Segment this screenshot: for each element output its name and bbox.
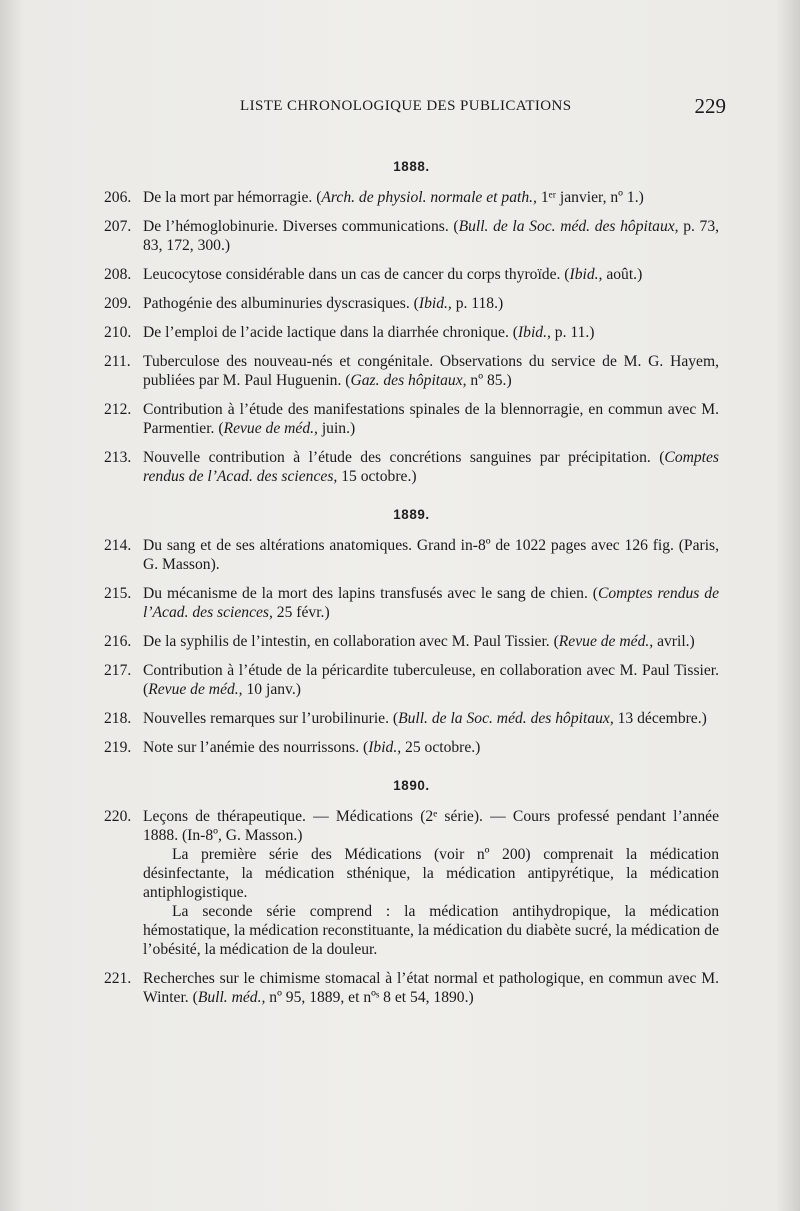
publication-entry [104, 217, 719, 255]
text-segment: juin.) [317, 420, 356, 437]
text-segment: Nouvelles remarques sur l’urobilinurie. ( [143, 710, 399, 727]
entry-citation [143, 352, 719, 390]
text-segment: Leçons de thérapeutique. — Médications (2ᵉ série). — Cours professé pendant l’année 1888. (In-8º, G. Masson.) [143, 808, 719, 844]
text-segment: Contribution à l’étude des manifestations spinales de la blennorragie, en commun avec M. Parmentier. ( [143, 401, 719, 437]
text-segment: nº 85.) [466, 372, 512, 389]
text-segment: 15 octobre.) [337, 468, 417, 485]
entry-text [143, 188, 719, 207]
journal-title: Comptes rendus de l’Acad. des sciences, [143, 449, 719, 485]
entry-text [143, 400, 719, 438]
publication-entry [104, 536, 719, 574]
entry-number: 212. [104, 401, 132, 418]
text-segment: avril.) [653, 633, 695, 650]
journal-title: Bull. de la Soc. méd. des hôpitaux, [398, 710, 614, 727]
page-number: 229 [694, 94, 726, 118]
text-segment: Note sur l’anémie des nourrissons. ( [143, 739, 369, 756]
entry-text [143, 584, 719, 622]
text-segment: août.) [602, 266, 643, 283]
text-segment: 25 févr.) [272, 604, 330, 621]
entry-citation [143, 807, 719, 845]
entry-citation [143, 188, 719, 207]
entry-citation [143, 969, 719, 1007]
publication-entry [104, 709, 719, 728]
year-heading: 1888. [393, 159, 430, 174]
entry-number: 220. [104, 808, 132, 825]
text-segment: De l’emploi de l’acide lactique dans la diarrhée chronique. ( [143, 324, 518, 341]
text-segment: p. 73, 83, 172, 300.) [143, 218, 720, 254]
text-segment: 25 octobre.) [401, 739, 481, 756]
publication-entry [104, 632, 719, 651]
page-header [130, 96, 726, 126]
publication-entry [104, 661, 719, 699]
entry-citation [143, 661, 719, 699]
publication-entry [104, 448, 719, 486]
entry-number: 207. [104, 218, 132, 235]
text-segment: De la mort par hémorragie. ( [143, 189, 322, 206]
entry-number: 213. [104, 449, 132, 466]
text-segment: nº 95, 1889, et nºˢ 8 et 54, 1890.) [265, 989, 474, 1006]
text-segment: 13 décembre.) [613, 710, 707, 727]
text-segment: Contribution à l’étude de la péricardite tuberculeuse, en collaboration avec M. Paul Tissier. ( [143, 662, 719, 698]
entry-number: 211. [104, 353, 131, 370]
entry-number: 206. [104, 189, 132, 206]
journal-title: Ibid., [517, 324, 551, 341]
entry-text [143, 661, 719, 699]
journal-title: Ibid., [569, 266, 603, 283]
entry-text [143, 294, 719, 313]
entry-text [143, 807, 719, 959]
entry-number: 219. [104, 739, 132, 756]
entry-text [143, 738, 719, 757]
entry-citation [143, 217, 719, 255]
entry-number: 217. [104, 662, 132, 679]
text-segment: Recherches sur le chimisme stomacal à l’état normal et pathologique, en commun avec M. Winter. ( [143, 970, 719, 1006]
entry-citation [143, 294, 719, 313]
journal-title: Ibid., [368, 739, 402, 756]
entry-number: 208. [104, 266, 132, 283]
journal-title: Gaz. des hôpitaux, [350, 372, 467, 389]
entry-number: 216. [104, 633, 132, 650]
publication-entry [104, 294, 719, 313]
journal-title: Ibid., [418, 295, 452, 312]
journal-title: Bull. méd., [197, 989, 266, 1006]
text-segment: Tuberculose des nouveau-nés et congénitale. Observations du service de M. G. Hayem, publiées par M. Paul Huguenin. ( [143, 353, 719, 389]
entry-text [143, 969, 719, 1007]
entry-number: 221. [104, 970, 132, 987]
entry-number: 215. [104, 585, 132, 602]
text-segment: De la syphilis de l’intestin, en collaboration avec M. Paul Tissier. ( [143, 633, 559, 650]
entry-citation [143, 323, 719, 342]
publication-entry [104, 807, 719, 959]
entry-citation [143, 400, 719, 438]
journal-title: Revue de méd., [223, 420, 318, 437]
publication-entry [104, 738, 719, 757]
entry-text [143, 217, 719, 255]
text-segment: Pathogénie des albuminuries dyscrasiques. ( [143, 295, 419, 312]
publication-entry [104, 969, 719, 1007]
text-segment: p. 11.) [550, 324, 595, 341]
year-heading: 1889. [393, 507, 430, 522]
entry-citation [143, 709, 719, 728]
text-segment: p. 118.) [451, 295, 504, 312]
entry-citation [143, 265, 719, 284]
journal-title: Bull. de la Soc. méd. des hôpitaux, [458, 218, 679, 235]
year-heading: 1890. [393, 778, 430, 793]
entry-text [143, 709, 719, 728]
text-segment: 1ᵉʳ janvier, nº 1.) [536, 189, 644, 206]
text-segment: Du mécanisme de la mort des lapins transfusés avec le sang de chien. ( [143, 585, 598, 602]
text-segment: De l’hémoglobinurie. Diverses communications. ( [143, 218, 459, 235]
entry-citation [143, 536, 719, 574]
entry-text [143, 323, 719, 342]
entry-note: La seconde série comprend : la médication antihydropique, la médication hémostatique, la médication reconstituante, la médication du diabète sucré, la médication de l’obésité, la médication de la douleur. [143, 903, 719, 958]
entry-number: 209. [104, 295, 132, 312]
entry-text [143, 352, 719, 390]
entry-citation [143, 632, 719, 651]
publication-entry [104, 400, 719, 438]
entry-number: 214. [104, 537, 132, 554]
publication-list [104, 158, 719, 1017]
entry-citation [143, 448, 719, 486]
entry-text [143, 632, 719, 651]
entry-number: 210. [104, 324, 132, 341]
text-segment: 10 janv.) [242, 681, 301, 698]
journal-title: Revue de méd., [148, 681, 243, 698]
entry-text [143, 536, 719, 574]
text-segment: Nouvelle contribution à l’étude des concrétions sanguines par précipitation. ( [143, 449, 665, 466]
text-segment: Du sang et de ses altérations anatomiques. Grand in-8º de 1022 pages avec 126 fig. (Paris, G. Masson). [143, 537, 719, 573]
publication-entry [104, 265, 719, 284]
entry-note: La première série des Médications (voir nº 200) comprenait la médication désinfectante, la médication sthénique, la médication antipyrétique, la médication antiphlogistique. [143, 846, 719, 901]
entry-text [143, 448, 719, 486]
entry-text [143, 265, 719, 284]
publication-entry [104, 323, 719, 342]
journal-title: Arch. de physiol. normale et path., [321, 189, 537, 206]
journal-title: Revue de méd., [558, 633, 654, 650]
publication-entry [104, 188, 719, 207]
text-segment: Leucocytose considérable dans un cas de cancer du corps thyroïde. ( [143, 266, 570, 283]
publication-entry [104, 584, 719, 622]
journal-title: Comptes rendus de l’Acad. des sciences, [143, 585, 719, 621]
entry-citation [143, 584, 719, 622]
entry-number: 218. [104, 710, 132, 727]
entry-citation [143, 738, 719, 757]
running-title: LISTE CHRONOLOGIQUE DES PUBLICATIONS [240, 98, 572, 114]
publication-entry [104, 352, 719, 390]
